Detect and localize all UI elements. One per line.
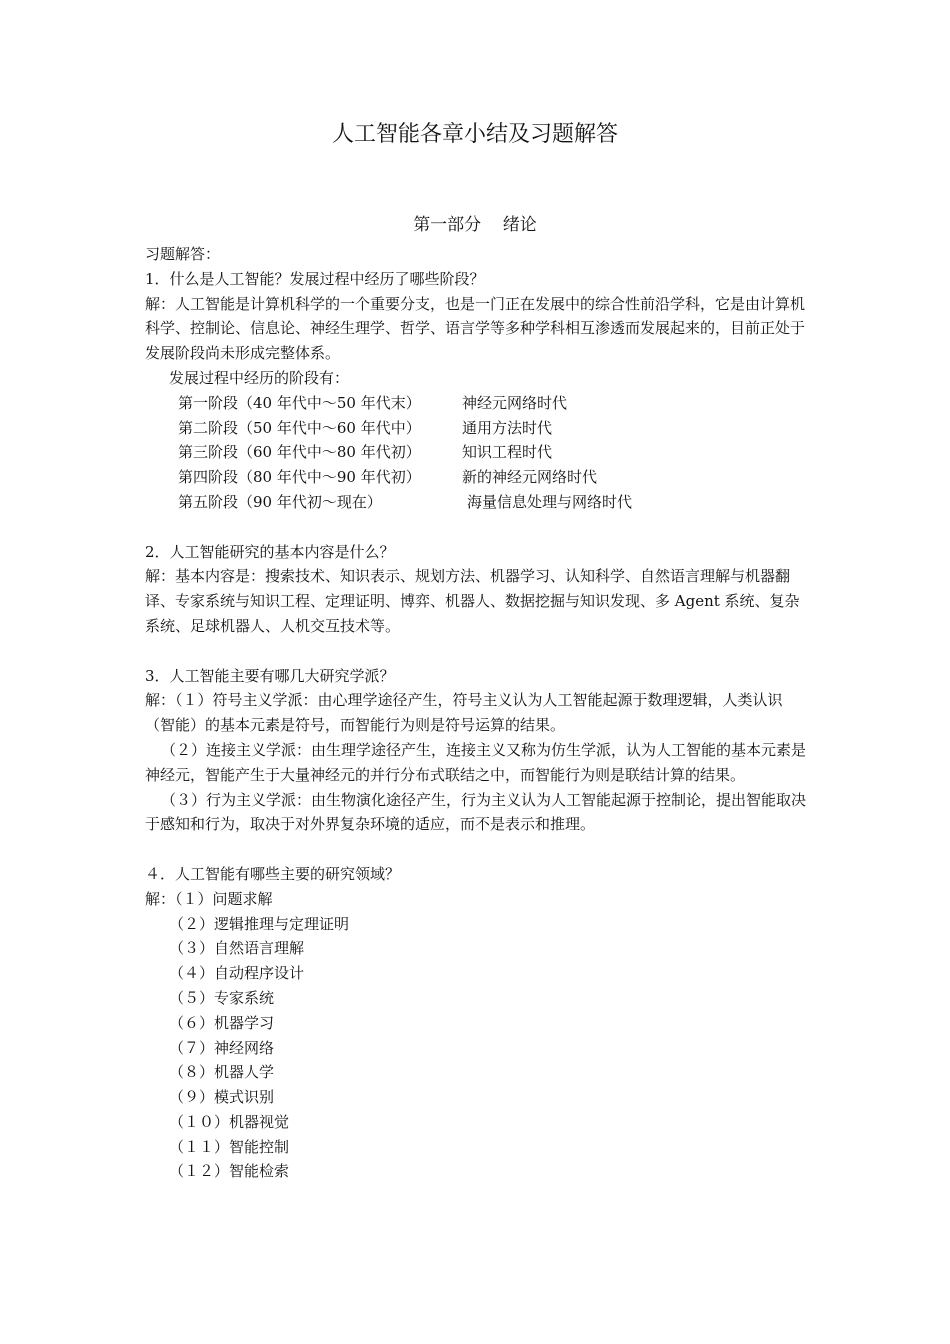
stage-row bbox=[145, 416, 807, 441]
stage-period: 第一阶段（40 年代中～50 年代末） bbox=[178, 393, 421, 412]
stage-era: 知识工程时代 bbox=[462, 443, 553, 462]
stage-row bbox=[145, 391, 807, 416]
field-item: （８）机器人学 bbox=[169, 1063, 275, 1082]
stage-era: 新的神经元网络时代 bbox=[462, 468, 598, 487]
stage-period: 第四阶段（80 年代中～90 年代初） bbox=[178, 468, 421, 487]
field-item: （７）神经网络 bbox=[169, 1038, 275, 1057]
field-item: （１０）机器视觉 bbox=[169, 1112, 290, 1131]
field-item: （３）自然语言理解 bbox=[169, 939, 305, 958]
stage-period: 第三阶段（60 年代中～80 年代初） bbox=[178, 443, 421, 462]
answer-4-first: 解：（１）问题求解 bbox=[145, 889, 273, 908]
stage-era: 通用方法时代 bbox=[462, 418, 553, 437]
stage-period: 第二阶段（50 年代中～60 年代中） bbox=[178, 418, 421, 437]
field-item: （４）自动程序设计 bbox=[169, 964, 305, 983]
field-item: （２）逻辑推理与定理证明 bbox=[169, 914, 350, 933]
field-item: （９）模式识别 bbox=[169, 1088, 275, 1107]
answer-3-symbolism: 解：（１）符号主义学派：由心理学途径产生，符号主义认为人工智能起源于数理逻辑，人类认识（智能）的基本元素是符号，而智能行为则是符号运算的结果。 bbox=[145, 691, 783, 735]
question-1: 1．什么是人工智能？发展过程中经历了哪些阶段？ bbox=[145, 269, 485, 288]
answer-2: 解：基本内容是：搜索技术、知识表示、规划方法、机器学习、认知科学、自然语言理解与机器翻译、专家系统与知识工程、定理证明、博弈、机器人、数据挖掘与知识发现、多 Agent 系统、复杂系统、足球机器人、人机交互技术等。 bbox=[145, 567, 800, 635]
question-2: 2．人工智能研究的基本内容是什么？ bbox=[145, 542, 395, 561]
stage-era: 神经元网络时代 bbox=[462, 393, 568, 412]
part-title: 第一部分 绪论 bbox=[413, 215, 537, 235]
field-item: （５）专家系统 bbox=[169, 988, 275, 1007]
stage-period: 第五阶段（90 年代初～现在） bbox=[178, 492, 382, 511]
answer-3-connectionism: （２）连接主义学派：由生理学途径产生，连接主义又称为仿生学派，认为人工智能的基本元素是神经元，智能产生于大量神经元的并行分布式联结之中，而智能行为则是联结计算的结果。 bbox=[145, 740, 807, 784]
stage-row bbox=[145, 440, 807, 465]
question-4: ４．人工智能有哪些主要的研究领域？ bbox=[145, 864, 401, 883]
field-item: （１１）智能控制 bbox=[169, 1137, 290, 1156]
paragraph-gap bbox=[145, 639, 807, 664]
question-3: 3．人工智能主要有哪几大研究学派？ bbox=[145, 666, 395, 685]
paragraph-gap bbox=[145, 515, 807, 540]
exercise-heading: 习题解答： bbox=[145, 245, 221, 263]
field-item: （１２）智能检索 bbox=[169, 1162, 290, 1181]
answer-3-behaviorism: （３）行为主义学派：由生物演化途径产生，行为主义认为人工智能起源于控制论，提出智能取决于感知和行为，取决于对外界复杂环境的适应，而不是表示和推理。 bbox=[145, 790, 807, 834]
document-body bbox=[145, 242, 807, 1184]
stage-row bbox=[145, 490, 807, 515]
stage-row bbox=[145, 465, 807, 490]
field-item: （６）机器学习 bbox=[169, 1013, 275, 1032]
paragraph-gap bbox=[145, 837, 807, 862]
answer-1: 解：人工智能是计算机科学的一个重要分支，也是一门正在发展中的综合性前沿学科，它是由计算机科学、控制论、信息论、神经生理学、哲学、语言学等多种学科相互渗透而发展起来的，目前正处于发展阶段尚未形成完整体系。 bbox=[145, 294, 806, 363]
stages-intro: 发展过程中经历的阶段有： bbox=[169, 368, 350, 387]
stage-era: 海量信息处理与网络时代 bbox=[467, 492, 633, 511]
document-title: 人工智能各章小结及习题解答 bbox=[331, 122, 618, 147]
